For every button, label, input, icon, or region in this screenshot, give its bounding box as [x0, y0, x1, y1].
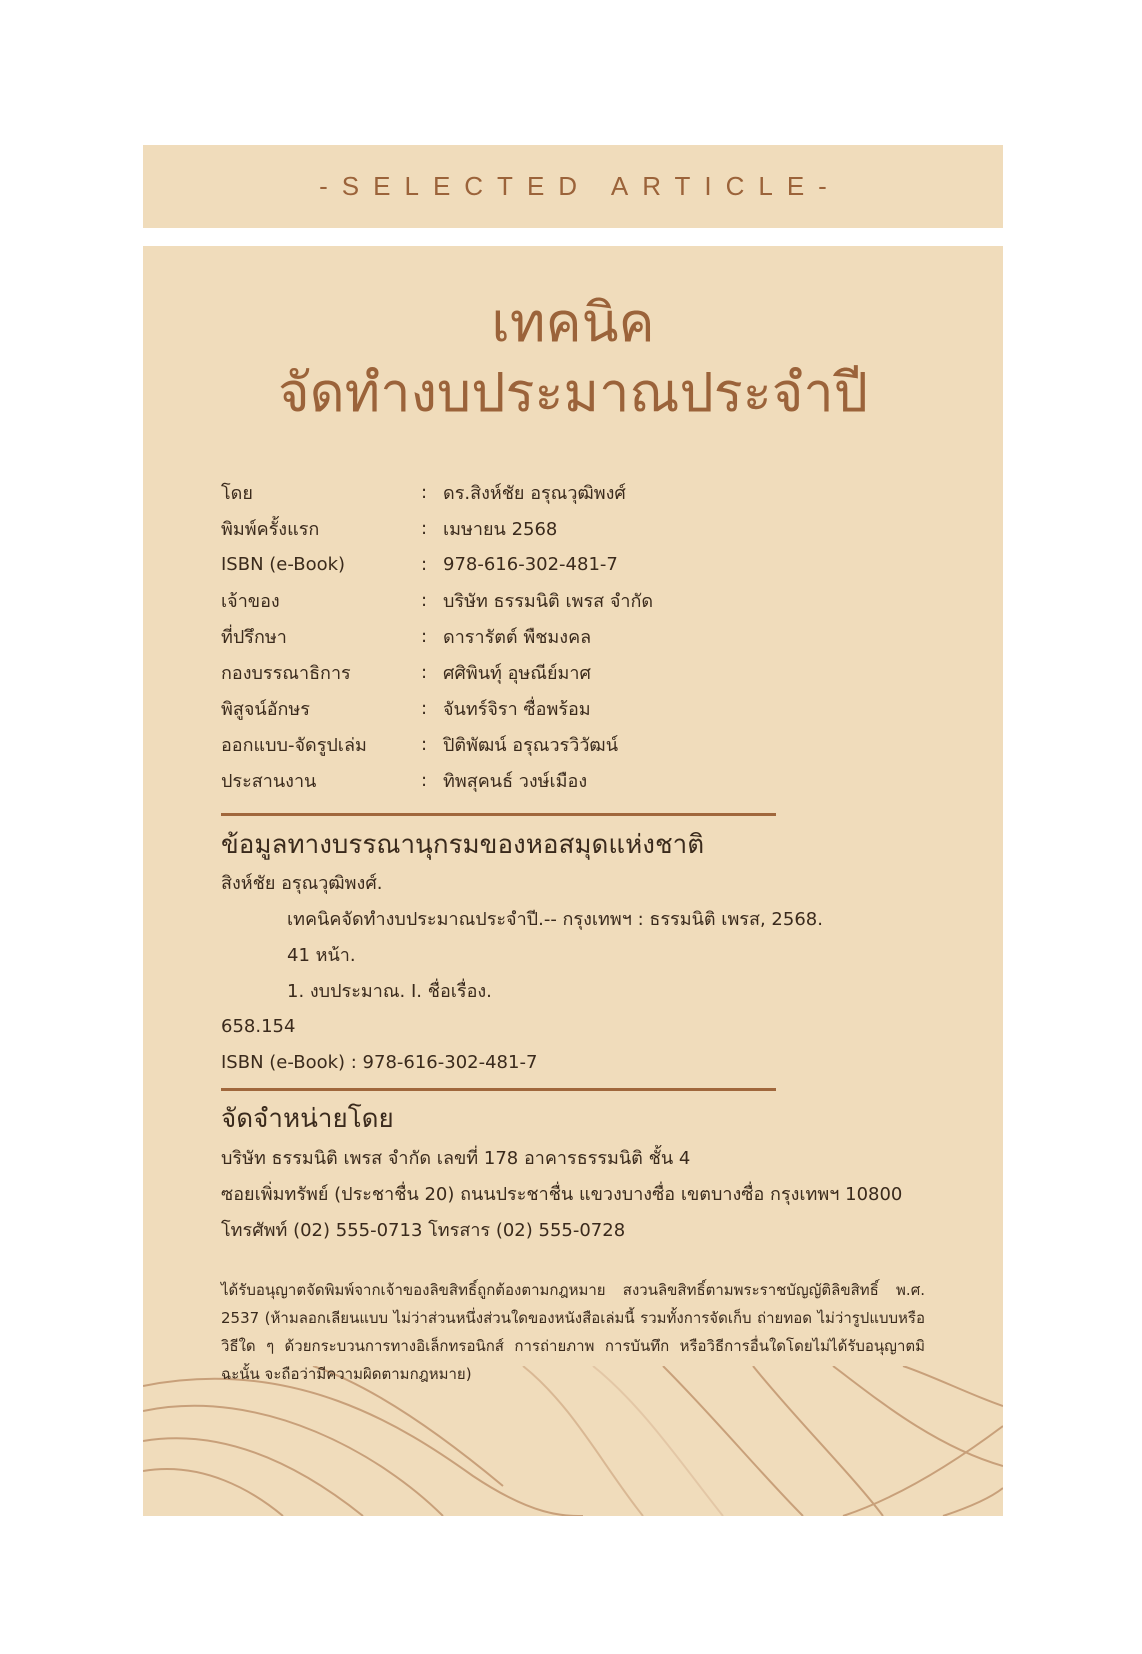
catalog-subjects: 1. งบประมาณ. I. ชื่อเรื่อง. — [287, 980, 492, 1002]
credit-row-author — [221, 474, 941, 510]
credit-colon: : — [421, 625, 428, 647]
credit-value: ทิพสุคนธ์ วงษ์เมือง — [443, 770, 588, 792]
credit-row-first-print — [221, 510, 941, 546]
catalog-title: เทคนิคจัดทำงบประมาณประจำปี.-- กรุงเทพฯ : ธรรมนิติ เพรส, 2568. — [287, 908, 823, 930]
credit-label: ที่ปรึกษา — [221, 626, 287, 648]
credit-value: ดารารัตต์ พืชมงคล — [443, 626, 592, 648]
credit-colon: : — [421, 553, 428, 575]
credit-label: เจ้าของ — [221, 590, 280, 612]
distribution-address-1: บริษัท ธรรมนิติ เพรส จำกัด เลขที่ 178 อาคารธรรมนิติ ชั้น 4 — [221, 1147, 691, 1169]
credit-row-isbn — [221, 546, 941, 582]
copyright-notice: ได้รับอนุญาตจัดพิมพ์จากเจ้าของลิขสิทธิ์ถูกต้องตามกฎหมาย สงวนลิขสิทธิ์ตามพระราชบัญญัติลิขสิทธิ์ พ.ศ. 2537 (ห้ามลอกเลียนแบบ ไม่ว่าส่วนหนึ่งส่วนใดของหนังสือเล่มนี้ รวมทั้งการจัดเก็บ ถ่ายทอด ไม่ว่ารูปแบบหรือวิธีใด ๆ ด้วยกระบวนการทางอิเล็กทรอนิกส์ การถ่ายภาพ การบันทึก หรือวิธีการอื่นใดโดยไม่ได้รับอนุญาตมิฉะนั้น จะถือว่ามีความผิดตามกฎหมาย) — [221, 1281, 925, 1383]
credit-row-design — [221, 726, 941, 762]
banner-label: -SELECTED ARTICLE- — [319, 171, 841, 201]
credit-value: 978-616-302-481-7 — [443, 553, 618, 575]
credit-row-coordinator — [221, 762, 941, 798]
catalog-block — [221, 864, 941, 1080]
credit-value: ปิติพัฒน์ อรุณวรวิวัฒน์ — [443, 734, 618, 756]
distribution-address-2: ซอยเพิ่มทรัพย์ (ประชาชื่น 20) ถนนประชาชื่น แขวงบางซื่อ เขตบางซื่อ กรุงเทพฯ 10800 — [221, 1183, 903, 1205]
title-line-2: จัดทำงบประมาณประจำปี — [277, 361, 869, 424]
catalog-pages: 41 หน้า. — [287, 944, 356, 966]
distribution-heading: จัดจำหน่ายโดย — [221, 1104, 394, 1134]
distribution-phone: โทรศัพท์ (02) 555-0713 โทรสาร (02) 555-0728 — [221, 1219, 626, 1241]
credit-value: เมษายน 2568 — [443, 518, 558, 540]
catalog-author: สิงห์ชัย อรุณวุฒิพงศ์. — [221, 872, 383, 894]
wave-decoration — [143, 1366, 1003, 1516]
credit-label: ออกแบบ-จัดรูปเล่ม — [221, 734, 367, 756]
credit-row-proofreader — [221, 690, 941, 726]
credit-value: ศศิพินทุ์ อุษณีย์มาศ — [443, 662, 591, 684]
divider — [221, 1088, 776, 1091]
credit-row-owner — [221, 582, 941, 618]
credit-row-editorial — [221, 654, 941, 690]
catalog-heading: ข้อมูลทางบรรณานุกรมของหอสมุดแห่งชาติ — [221, 830, 705, 860]
credit-colon: : — [421, 733, 428, 755]
credit-colon: : — [421, 589, 428, 611]
credit-label: ประสานงาน — [221, 770, 317, 792]
credit-label: กองบรรณาธิการ — [221, 662, 351, 684]
credit-colon: : — [421, 769, 428, 791]
section-banner — [143, 145, 1003, 228]
divider — [221, 813, 776, 816]
catalog-isbn: ISBN (e-Book) : 978-616-302-481-7 — [221, 1051, 538, 1073]
credit-row-advisor — [221, 618, 941, 654]
credit-colon: : — [421, 697, 428, 719]
credit-label: พิมพ์ครั้งแรก — [221, 518, 320, 540]
credit-label: ISBN (e-Book) — [221, 553, 346, 575]
credit-colon: : — [421, 517, 428, 539]
credit-value: จันทร์จิรา ซื่อพร้อม — [443, 698, 591, 720]
catalog-classification: 658.154 — [221, 1015, 296, 1037]
credit-value: ดร.สิงห์ชัย อรุณวุฒิพงศ์ — [443, 482, 626, 504]
credit-colon: : — [421, 481, 428, 503]
distribution-block — [221, 1139, 941, 1247]
credit-label: พิสูจน์อักษร — [221, 698, 310, 720]
credit-value: บริษัท ธรรมนิติ เพรส จำกัด — [443, 590, 654, 612]
credit-colon: : — [421, 661, 428, 683]
credits-list — [221, 474, 941, 798]
credit-label: โดย — [221, 482, 253, 504]
article-panel — [143, 246, 1003, 1516]
title-line-1: เทคนิค — [491, 291, 655, 354]
